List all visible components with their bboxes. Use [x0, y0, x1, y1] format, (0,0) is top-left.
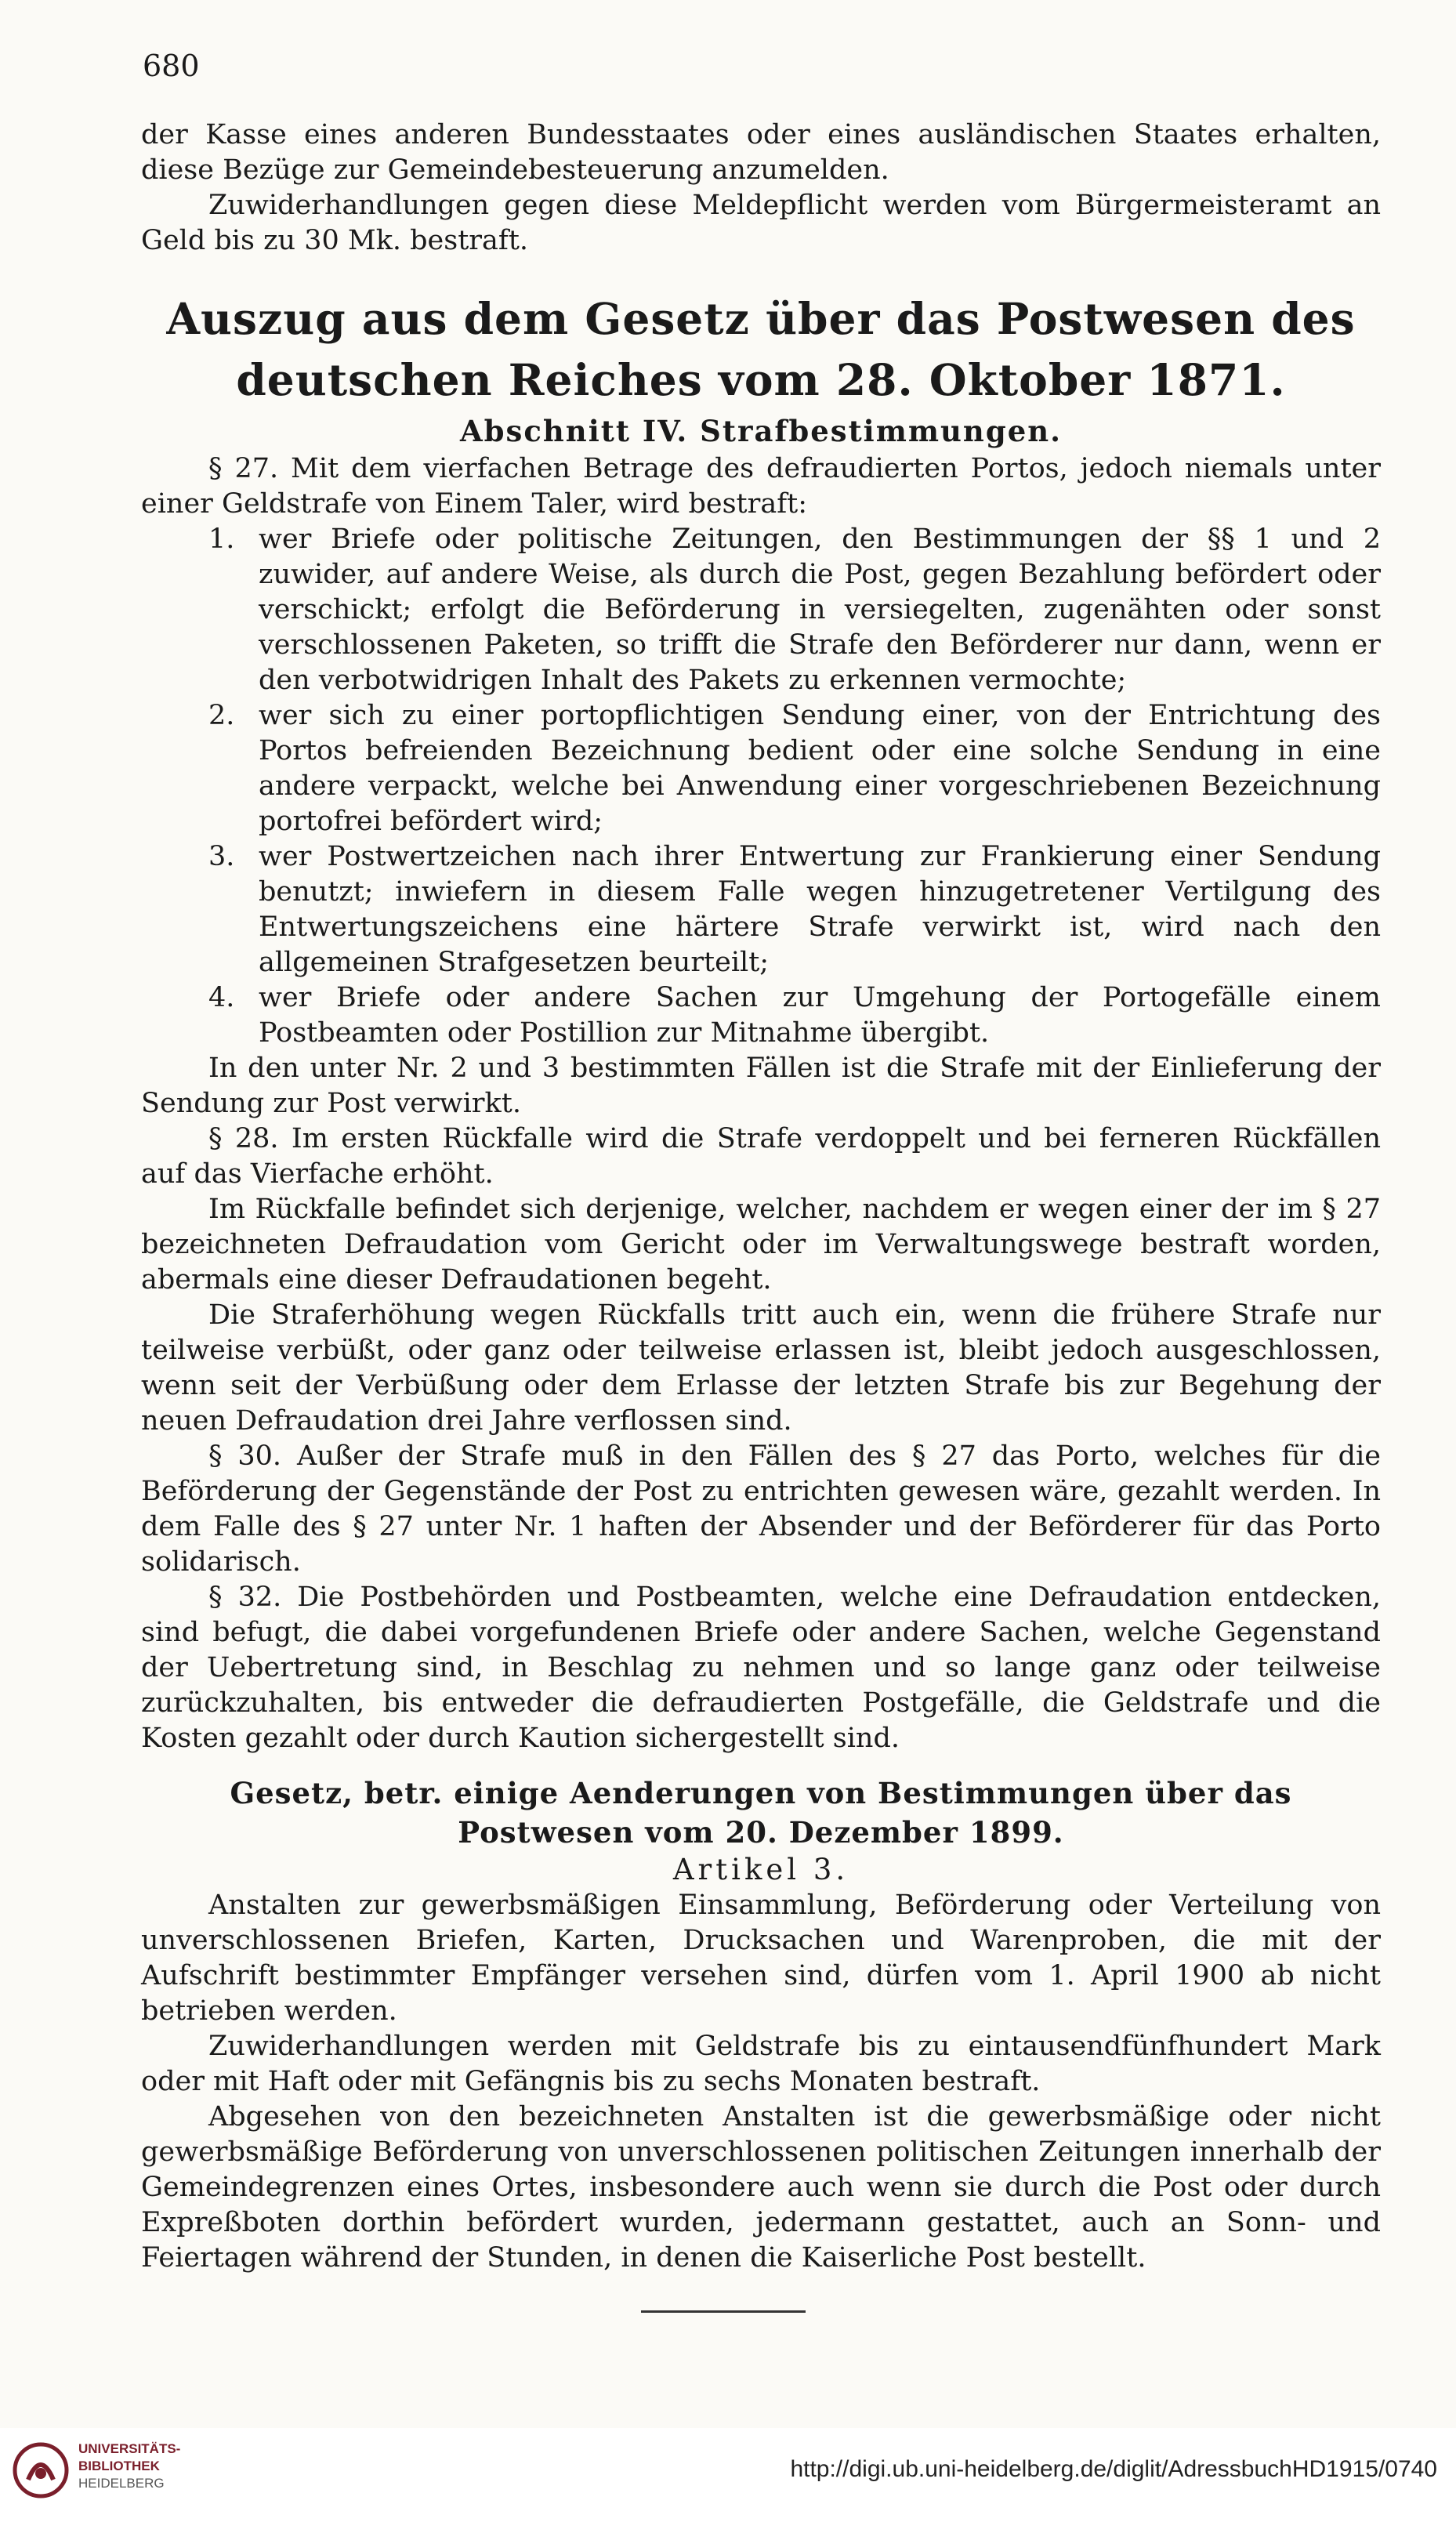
intro-paragraph-1: der Kasse eines anderen Bundesstaates oder eines ausländischen Staates erhalten, diese Bezüge zur Gemeindebesteuerung anzumelden. — [141, 119, 1381, 186]
list-item-number: 4. — [208, 982, 235, 1013]
paragraph-28: § 28. Im ersten Rückfalle wird die Strafe verdoppelt und bei ferneren Rückfällen auf das Vierfache erhöht. — [141, 1123, 1381, 1190]
page-body — [141, 118, 1381, 2276]
section1-subtitle: Abschnitt IV. Strafbestimmungen. — [459, 414, 1063, 448]
logo-line-3: HEIDELBERG — [78, 2476, 165, 2491]
list-item-text: wer Briefe oder politische Zeitungen, den Bestimmungen der §§ 1 und 2 zuwider, auf andere Weise, als durch die Post, gegen Bezahlung befördert oder verschickt; erfolgt die Beförderung in versiegelten, zugenähten oder sonst verschlossenen Paketen, so trifft die Strafe den Beförderer nur dann, wenn er den verbotwidrigen Inhalt des Pakets zu erkennen vermochte; — [259, 524, 1381, 696]
logo-line-2: BIBLIOTHEK — [78, 2459, 160, 2473]
section2-title: Gesetz, betr. einige Aenderungen von Bestimmungen über das Postwesen vom 20. Dezember 1899. — [230, 1776, 1292, 1850]
paragraph-30: § 30. Außer der Strafe muß in den Fällen des § 27 das Porto, welches für die Beförderung der Gegenstände der Post zu entrichten gewesen wäre, gezahlt werden. In dem Falle des § 27 unter Nr. 1 haften der Absender und der Beförderer für das Porto solidarisch. — [141, 1440, 1381, 1578]
list-item — [141, 698, 1381, 839]
list-item — [141, 980, 1381, 1051]
article-paragraph-2: Zuwiderhandlungen werden mit Geldstrafe bis zu eintausendfünfhundert Mark oder mit Haft oder mit Gefängnis bis zu sechs Monaten bestraft. — [141, 2031, 1381, 2097]
article-heading: Artikel 3. — [672, 1853, 849, 1886]
paragraph-after-list: In den unter Nr. 2 und 3 bestimmten Fällen ist die Strafe mit der Einlieferung der Sendung zur Post verwirkt. — [141, 1053, 1381, 1119]
paragraph-28-recidivism: Im Rückfalle befindet sich derjenige, welcher, nachdem er wegen einer der im § 27 bezeichneten Defraudation vom Gericht oder im Verwaltungswege bestraft worden, abermals eine dieser Defraudationen begeht. — [141, 1194, 1381, 1295]
paragraph-27: § 27. Mit dem vierfachen Betrage des defraudierten Portos, jedoch niemals unter einer Geldstrafe von Einem Taler, wird bestraft: — [141, 453, 1381, 520]
article-paragraph-3: Abgesehen von den bezeichneten Anstalten ist die gewerbsmäßige oder nicht gewerbsmäßige Beförderung von unverschlossenen politischen Zeitungen innerhalb der Gemeindegrenzen eines Ortes, insbesondere auch wenn sie durch die Post oder durch Expreßboten dorthin befördert wurden, jedermann gestattet, auch an Sonn- und Feiertagen während der Stunden, in denen die Kaiserliche Post bestellt. — [141, 2101, 1381, 2274]
permalink-url[interactable]: http://digi.ub.uni-heidelberg.de/diglit/AdressbuchHD1915/0740 — [790, 2456, 1437, 2482]
paragraph-28-increase: Die Straferhöhung wegen Rückfalls tritt auch ein, wenn die frühere Strafe nur teilweise verbüßt, oder ganz oder teilweise erlassen ist, bleibt jedoch ausgeschlossen, wenn seit der Verbüßung oder dem Erlasse der letzten Strafe bis zur Begehung der neuen Defraudation drei Jahre verflossen sind. — [141, 1299, 1381, 1437]
list-item — [141, 522, 1381, 698]
article-paragraph-1: Anstalten zur gewerbsmäßigen Einsammlung, Beförderung oder Verteilung von unverschlossenen Briefen, Karten, Drucksachen und Warenproben, die mit der Aufschrift bestimmter Empfänger versehen sind, dürfen vom 1. April 1900 ab nicht betrieben werden. — [141, 1890, 1381, 2027]
paragraph-32: § 32. Die Postbehörden und Postbeamten, welche eine Defraudation entdecken, sind befugt, die dabei vorgefundenen Briefe oder andere Sachen, welche Gegenstand der Uebertretung sind, in Beschlag zu nehmen und so lange ganz oder teilweise zurückzuhalten, bis entweder die defraudierten Postgefälle, die Geldstrafe und die Kosten gezahlt oder durch Kaution sichergestellt sind. — [141, 1582, 1381, 1754]
list-item-text: wer Briefe oder andere Sachen zur Umgehung der Portogefälle einem Postbeamten oder Postillion zur Mitnahme übergibt. — [259, 982, 1381, 1049]
list-item-text: wer sich zu einer portopflichtigen Sendung einer, von der Entrichtung des Portos befreienden Bezeichnung bedient oder eine solche Sendung in eine andere verpackt, welche bei Anwendung einer vorgeschriebenen Bezeichnung portofrei befördert wird; — [259, 700, 1381, 837]
intro-paragraph-2: Zuwiderhandlungen gegen diese Meldepflicht werden vom Bürgermeisteramt an Geld bis zu 30 Mk. bestraft. — [141, 190, 1381, 256]
viewer-footer — [0, 2428, 1456, 2522]
offence-list — [141, 522, 1381, 1051]
list-item-text: wer Postwertzeichen nach ihrer Entwertung zur Frankierung einer Sendung benutzt; inwiefern in diesem Falle wegen hinzugetretener Vertilgung des Entwertungszeichens eine härtere Strafe verwirkt ist, wird nach den allgemeinen Strafgesetzen beurteilt; — [259, 841, 1381, 978]
university-seal-icon — [13, 2442, 69, 2498]
section1-title: Auszug aus dem Gesetz über das Postwesen des deutschen Reiches vom 28. Oktober 1871. — [166, 293, 1356, 405]
page-number: 680 — [143, 49, 200, 83]
list-item-number: 2. — [208, 700, 235, 731]
logo-line-1: UNIVERSITÄTS- — [78, 2441, 181, 2456]
list-item — [141, 839, 1381, 980]
end-rule — [641, 2310, 806, 2313]
list-item-number: 3. — [208, 841, 235, 872]
library-logo[interactable] — [78, 2440, 180, 2492]
list-item-number: 1. — [208, 524, 235, 555]
